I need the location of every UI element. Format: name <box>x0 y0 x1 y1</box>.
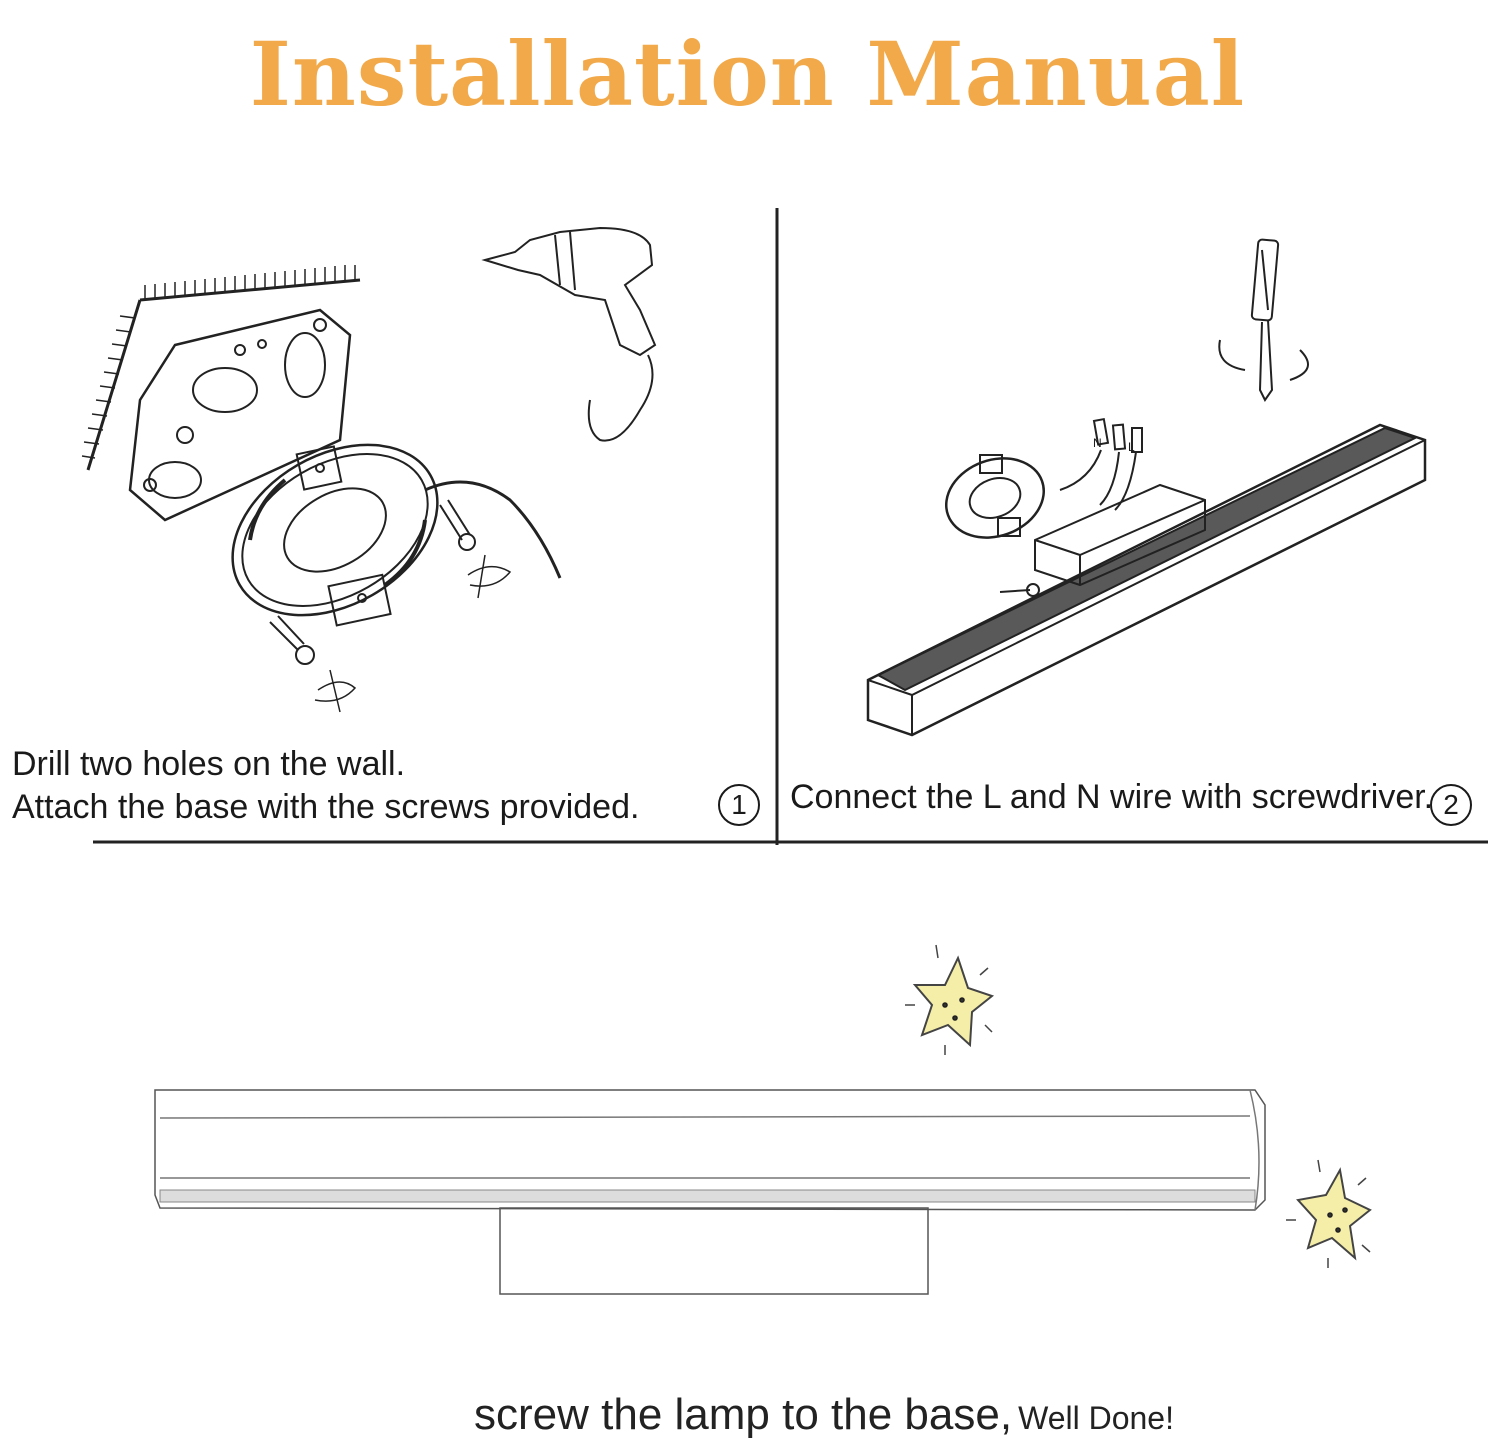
well-done-text: Well Done! <box>1018 1400 1174 1436</box>
mounting-plate-icon <box>202 410 468 650</box>
final-caption <box>474 1390 1174 1440</box>
step2-caption: Connect the L and N wire with screwdriver. <box>790 778 1434 816</box>
lamp-bar-icon <box>868 425 1425 735</box>
lamp-bar-icon <box>155 1090 1265 1294</box>
screw-icon <box>270 500 475 664</box>
screwdriver-icon <box>1219 239 1308 400</box>
wire-label-l: L <box>1128 440 1135 454</box>
page-title: Installation Manual <box>249 22 1246 126</box>
step1-caption-line2: Attach the base with the screws provided. <box>12 788 640 826</box>
star-icon <box>1286 1160 1370 1268</box>
screw-icon <box>1000 584 1039 596</box>
drill-icon <box>485 228 655 441</box>
star-icon <box>905 945 992 1055</box>
junction-box-icon <box>130 310 350 520</box>
rotation-arrow-icon <box>315 555 510 712</box>
small-plate-icon <box>935 445 1055 551</box>
step1-number: 1 <box>718 784 760 826</box>
cable-icon <box>425 482 560 578</box>
wire-label-n: N <box>1093 436 1102 450</box>
final-instruction: screw the lamp to the base, <box>474 1390 1013 1439</box>
step2-number: 2 <box>1430 784 1472 826</box>
step1-caption-line1: Drill two holes on the wall. <box>12 745 406 783</box>
wire-connector-icon <box>1060 419 1142 510</box>
